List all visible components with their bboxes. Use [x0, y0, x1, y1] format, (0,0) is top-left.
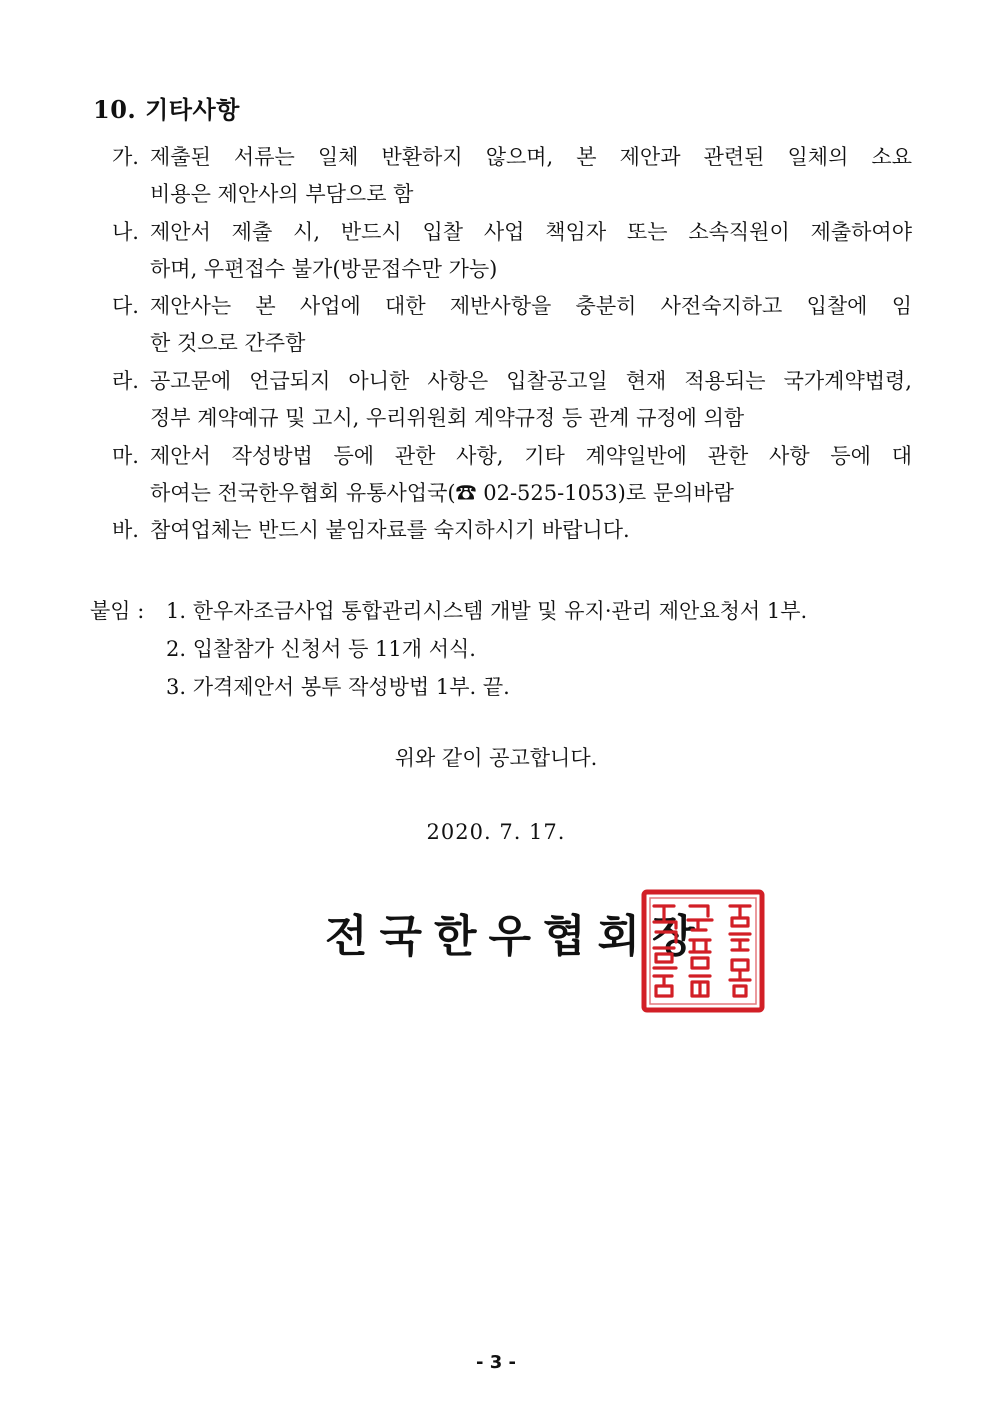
- item-line: [112, 438, 912, 475]
- item-text: 제안서 제출 시, 반드시 입찰 사업 책임자 또는 소속직원이 제출하여야: [150, 220, 912, 244]
- item-text: 제안사는 본 사업에 대한 제반사항을 충분히 사전숙지하고 입찰에 임: [150, 294, 912, 318]
- attachment-item: 1. 한우자조금사업 통합관리시스템 개발 및 유지·관리 제안요청서 1부.: [166, 599, 808, 623]
- item-marker: 가.: [112, 145, 139, 169]
- attachment-item: 3. 가격제안서 봉투 작성방법 1부. 끝.: [166, 675, 510, 699]
- closing-statement: 위와 같이 공고합니다.: [394, 746, 598, 770]
- list-item: [112, 438, 912, 512]
- item-line: 비용은 제안사의 부담으로 함: [150, 182, 414, 206]
- list-item: [112, 214, 912, 288]
- item-text: 공고문에 언급되지 아니한 사항은 입찰공고일 현재 적용되는 국가계약법령,: [150, 369, 912, 393]
- page-number: - 3 -: [476, 1352, 516, 1373]
- list-item: [112, 139, 912, 213]
- item-line: 하여는 전국한우협회 유통사업국(☎ 02-525-1053)로 문의바람: [150, 481, 734, 505]
- item-text: 참여업체는 반드시 붙임자료를 숙지하시기 바랍니다.: [150, 518, 630, 542]
- item-line: [112, 363, 912, 400]
- issuer-name: 전국한우협회장: [325, 911, 707, 962]
- item-line: 하며, 우편접수 불가(방문접수만 가능): [150, 257, 498, 281]
- item-line: [112, 512, 912, 549]
- item-marker: 라.: [112, 369, 139, 393]
- item-marker: 마.: [112, 444, 139, 468]
- item-marker: 나.: [112, 220, 139, 244]
- attachments-label: 붙임 :: [90, 599, 145, 623]
- attachment-item: 2. 입찰참가 신청서 등 11개 서식.: [166, 637, 476, 661]
- item-marker: 다.: [112, 294, 139, 318]
- item-line: 한 것으로 간주함: [150, 331, 306, 355]
- list-item: [112, 363, 912, 437]
- announcement-date: 2020. 7. 17.: [426, 820, 566, 844]
- item-text: 제안서 작성방법 등에 관한 사항, 기타 계약일반에 관한 사항 등에 대: [150, 444, 912, 468]
- item-marker: 바.: [112, 518, 139, 542]
- item-line: 정부 계약예규 및 고시, 우리위원회 계약규정 등 관계 규정에 의함: [150, 406, 745, 430]
- section-heading: 10. 기타사항: [93, 95, 240, 124]
- item-line: [112, 214, 912, 251]
- item-line: [112, 288, 912, 325]
- list-item: [112, 512, 912, 549]
- item-line: [112, 139, 912, 176]
- list-item: [112, 288, 912, 362]
- official-seal-icon: [640, 888, 766, 1014]
- item-text: 제출된 서류는 일체 반환하지 않으며, 본 제안과 관련된 일체의 소요: [150, 145, 912, 169]
